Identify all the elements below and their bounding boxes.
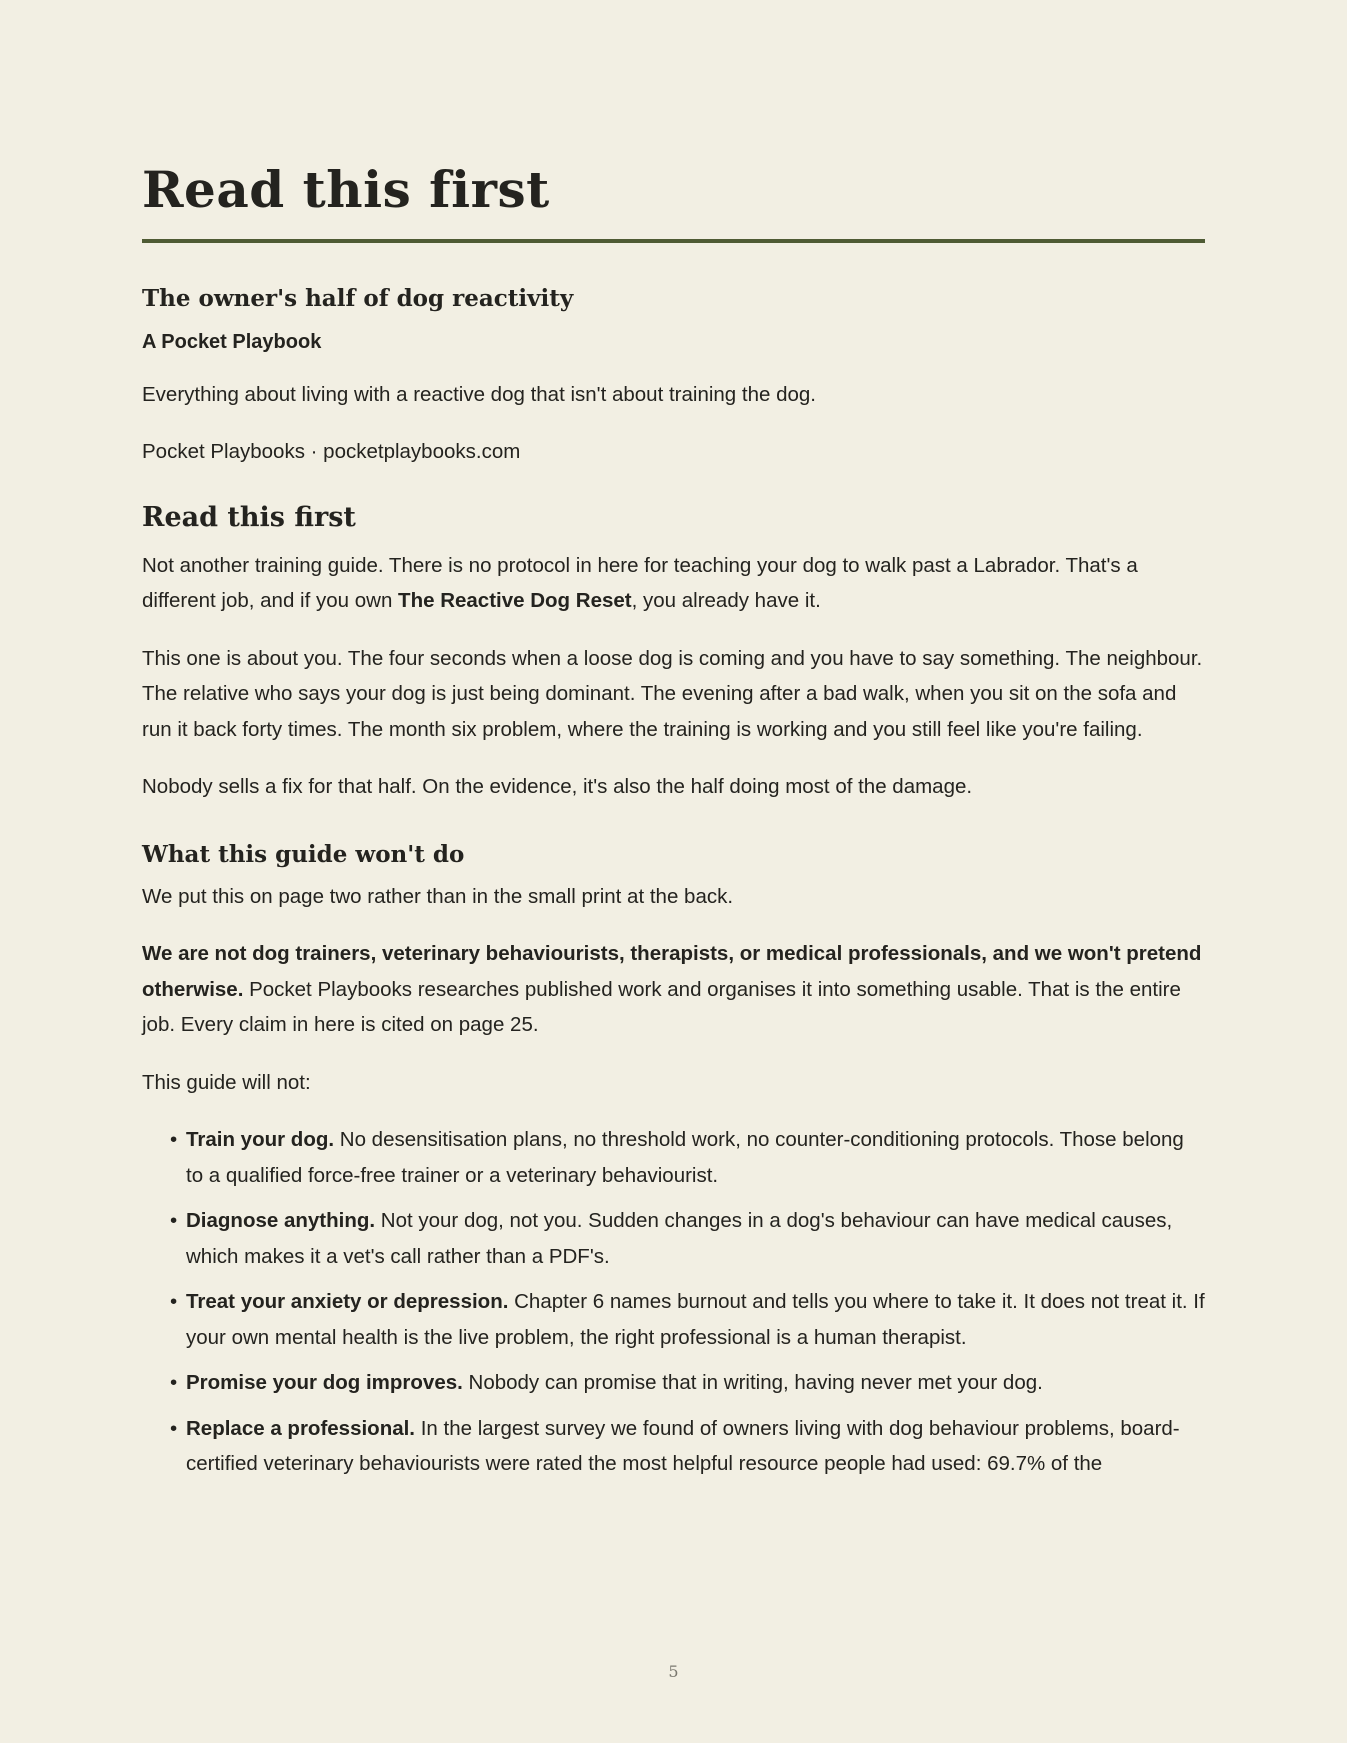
bullet: •	[170, 1290, 178, 1314]
list-item	[170, 1411, 1205, 1482]
intro-paragraph-2: This one is about you. The four seconds when a loose dog is coming and you have to say something. The neighbour. The relative who says your dog is just being dominant. The evening after a bad walk, when you sit on the sofa and run it back forty times. The month six problem, where the training is working and you still feel like you're failing.	[142, 646, 1203, 741]
disclaimer-paragraph	[142, 936, 1205, 1043]
intro-paragraph-3: Nobody sells a fix for that half. On the evidence, it's also the half doing most of the damage.	[142, 775, 973, 799]
list-item	[170, 1284, 1205, 1355]
intro-p1-text-a: Not another training guide. There is no protocol in here for teaching your dog to walk past a Labrador. That's a different job, and if you own	[142, 553, 1138, 613]
book-title: The owner's half of dog reactivity	[142, 285, 574, 312]
wont-do-paragraph-1: We put this on page two rather than in the small print at the back.	[142, 884, 734, 908]
list-item-text: No desensitisation plans, no threshold work, no counter-conditioning protocols. Those belong to a qualified force-free trainer or a veterinary behaviourist.	[186, 1128, 1184, 1187]
list-item-lead: Replace a professional.	[186, 1416, 416, 1440]
disclaimer-bold: We are not dog trainers, veterinary behaviourists, therapists, or medical professionals, and we won't pretend otherwise.	[142, 942, 1202, 1001]
book-subtitle: A Pocket Playbook	[142, 330, 322, 353]
wont-do-list	[142, 1122, 1205, 1482]
list-item-lead: Diagnose anything.	[186, 1209, 376, 1233]
list-item-text: Chapter 6 names burnout and tells you where to take it. It does not treat it. If your own mental health is the live problem, the right professional is a human therapist.	[186, 1290, 1205, 1349]
list-item	[170, 1203, 1205, 1274]
chapter-title: Read this first	[142, 162, 1205, 243]
section-heading-read-this-first: Read this first	[142, 501, 356, 533]
bullet: •	[170, 1416, 178, 1440]
disclaimer-rest: Pocket Playbooks researches published work and organises it into something usable. That is the entire job. Every claim in here is cited on page 25.	[142, 977, 1181, 1037]
list-item	[170, 1365, 1205, 1401]
list-item-lead: Treat your anxiety or depression.	[186, 1290, 509, 1314]
intro-p1-text-b: , you already have it.	[631, 589, 821, 613]
list-item-text: Not your dog, not you. Sudden changes in a dog's behaviour can have medical causes, which makes it a vet's call rather than a PDF's.	[186, 1209, 1173, 1268]
page-number: 5	[668, 1662, 679, 1681]
list-item-text: In the largest survey we found of owners living with dog behaviour problems, board-certified veterinary behaviourists were rated the most helpful resource people had used: 69.7% of the	[186, 1416, 1180, 1476]
bullet: •	[170, 1209, 178, 1233]
list-item	[170, 1122, 1205, 1193]
section-heading-wont-do: What this guide won't do	[142, 840, 465, 868]
list-item-text: Nobody can promise that in writing, having never met your dog.	[462, 1371, 1043, 1395]
publisher-line: Pocket Playbooks · pocketplaybooks.com	[142, 440, 521, 464]
intro-paragraph-1	[142, 548, 1205, 619]
wont-do-list-intro: This guide will not:	[142, 1070, 311, 1094]
book-tagline: Everything about living with a reactive dog that isn't about training the dog.	[142, 382, 816, 406]
list-item-lead: Train your dog.	[186, 1128, 335, 1152]
list-item-lead: Promise your dog improves.	[186, 1371, 463, 1395]
reactive-dog-reset-title: The Reactive Dog Reset	[398, 589, 632, 613]
bullet: •	[170, 1128, 178, 1152]
page-content	[142, 162, 1205, 1492]
bullet: •	[170, 1371, 178, 1395]
